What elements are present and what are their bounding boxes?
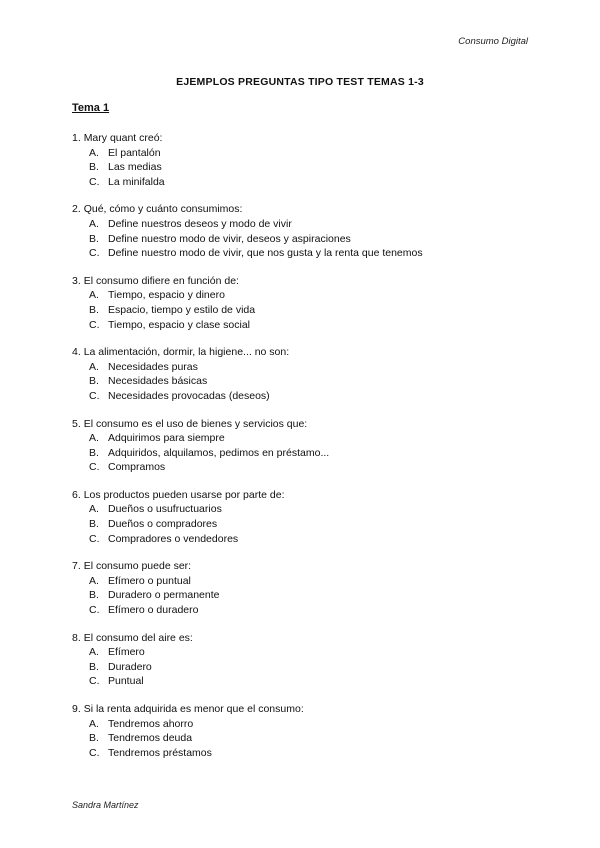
option-letter: C. <box>89 604 100 617</box>
answer-option <box>72 746 542 761</box>
answer-option <box>72 431 542 446</box>
option-text: La minifalda <box>108 175 165 188</box>
question-text <box>72 345 542 360</box>
question-statement: El consumo del aire es: <box>83 631 193 644</box>
answer-option <box>72 517 542 532</box>
option-text: Dueños o usufructuarios <box>108 503 222 516</box>
answer-option <box>72 446 542 461</box>
option-text: Efímero o duradero <box>108 604 199 617</box>
option-letter: C. <box>89 247 100 260</box>
option-text: Puntual <box>108 675 144 688</box>
question-number: 7. <box>72 560 81 573</box>
option-letter: C. <box>89 389 100 402</box>
option-letter: A. <box>89 574 99 587</box>
option-letter: A. <box>89 360 99 373</box>
question-text <box>72 631 542 646</box>
question-item <box>72 417 542 475</box>
option-letter: C. <box>89 532 100 545</box>
option-text: Dueños o compradores <box>108 518 218 531</box>
question-text <box>72 417 542 432</box>
question-text <box>72 131 542 146</box>
option-text: Espacio, tiempo y estilo de vida <box>108 303 256 316</box>
answer-option <box>72 645 542 660</box>
question-text <box>72 702 542 717</box>
option-letter: B. <box>89 446 99 459</box>
question-statement: El consumo puede ser: <box>83 560 192 573</box>
option-text: Tendremos deuda <box>108 732 193 745</box>
answer-option <box>72 660 542 675</box>
answer-option <box>72 318 542 333</box>
option-text: Necesidades provocadas (deseos) <box>108 389 270 402</box>
option-text: Tiempo, espacio y clase social <box>108 318 251 331</box>
answer-option <box>72 731 542 746</box>
answer-option <box>72 175 542 190</box>
question-text <box>72 559 542 574</box>
option-text: Duradero o permanente <box>108 589 220 602</box>
question-number: 3. <box>72 274 81 287</box>
option-letter: B. <box>89 589 99 602</box>
question-item <box>72 202 542 260</box>
option-text: Adquiridos, alquilamos, pedimos en préstamo... <box>108 446 330 459</box>
answer-option <box>72 160 542 175</box>
option-text: Tiempo, espacio y dinero <box>108 289 225 302</box>
answer-option <box>72 574 542 589</box>
question-item <box>72 702 542 760</box>
option-text: Las medias <box>108 161 162 174</box>
option-letter: C. <box>89 318 100 331</box>
option-letter: A. <box>89 217 99 230</box>
option-text: Define nuestro modo de vivir, que nos gusta y la renta que tenemos <box>108 247 423 260</box>
option-letter: B. <box>89 161 99 174</box>
question-number: 2. <box>72 203 81 216</box>
option-text: Compradores o vendedores <box>108 532 239 545</box>
page-footer-author: Sandra Martínez <box>72 800 139 810</box>
answer-option <box>72 232 542 247</box>
answer-option <box>72 502 542 517</box>
option-text: Compramos <box>108 461 166 474</box>
option-text: Necesidades puras <box>108 360 198 373</box>
answer-option <box>72 217 542 232</box>
question-statement: Los productos pueden usarse por parte de: <box>83 488 285 501</box>
option-text: Adquirimos para siempre <box>108 432 225 445</box>
answer-option <box>72 674 542 689</box>
question-number: 5. <box>72 417 81 430</box>
question-statement: El consumo es el uso de bienes y servicios que: <box>83 417 308 430</box>
option-letter: A. <box>89 646 99 659</box>
question-item <box>72 631 542 689</box>
option-letter: B. <box>89 518 99 531</box>
option-letter: C. <box>89 175 100 188</box>
question-statement: Mary quant creó: <box>83 132 163 144</box>
question-number: 9. <box>72 703 81 715</box>
option-text: El pantalón <box>108 146 161 159</box>
question-statement: Si la renta adquirida es menor que el consumo: <box>83 703 304 715</box>
question-item <box>72 559 542 617</box>
question-item <box>72 488 542 546</box>
option-text: Efímero o puntual <box>108 574 191 587</box>
answer-option <box>72 603 542 618</box>
option-text: Tendremos ahorro <box>108 717 194 730</box>
document-title: EJEMPLOS PREGUNTAS TIPO TEST TEMAS 1-3 <box>176 76 424 88</box>
question-statement: La alimentación, dormir, la higiene... no son: <box>83 346 290 359</box>
question-number: 6. <box>72 488 81 501</box>
option-letter: B. <box>89 232 99 245</box>
option-letter: C. <box>89 461 100 474</box>
option-letter: A. <box>89 432 99 445</box>
option-letter: A. <box>89 503 99 516</box>
option-text: Duradero <box>108 660 152 673</box>
question-text <box>72 488 542 503</box>
option-letter: A. <box>89 717 99 730</box>
question-number: 8. <box>72 631 81 644</box>
answer-option <box>72 717 542 732</box>
option-text: Efímero <box>108 646 145 659</box>
option-letter: C. <box>89 746 100 759</box>
option-text: Define nuestro modo de vivir, deseos y aspiraciones <box>108 232 351 245</box>
answer-option <box>72 146 542 161</box>
question-number: 4. <box>72 346 81 359</box>
option-letter: C. <box>89 675 100 688</box>
page-header-text: Consumo Digital <box>458 36 528 47</box>
answer-option <box>72 532 542 547</box>
question-item <box>72 274 542 332</box>
question-text <box>72 202 542 217</box>
option-letter: B. <box>89 732 99 745</box>
option-text: Define nuestros deseos y modo de vivir <box>108 217 292 230</box>
answer-option <box>72 288 542 303</box>
answer-option <box>72 246 542 261</box>
question-text <box>72 274 542 289</box>
option-letter: B. <box>89 375 99 388</box>
option-letter: A. <box>89 146 99 159</box>
answer-option <box>72 374 542 389</box>
answer-option <box>72 588 542 603</box>
option-letter: B. <box>89 660 99 673</box>
option-text: Necesidades básicas <box>108 375 208 388</box>
option-letter: A. <box>89 289 99 302</box>
answer-option <box>72 460 542 475</box>
question-statement: Qué, cómo y cuánto consumimos: <box>83 203 243 216</box>
answer-option <box>72 360 542 375</box>
answer-option <box>72 389 542 404</box>
answer-option <box>72 303 542 318</box>
option-letter: B. <box>89 303 99 316</box>
question-number: 1. <box>72 132 81 144</box>
question-item <box>72 345 542 403</box>
question-item <box>72 131 542 189</box>
question-list <box>72 131 542 773</box>
question-statement: El consumo difiere en función de: <box>83 274 239 287</box>
section-title: Tema 1 <box>72 102 110 114</box>
option-text: Tendremos préstamos <box>108 746 212 759</box>
